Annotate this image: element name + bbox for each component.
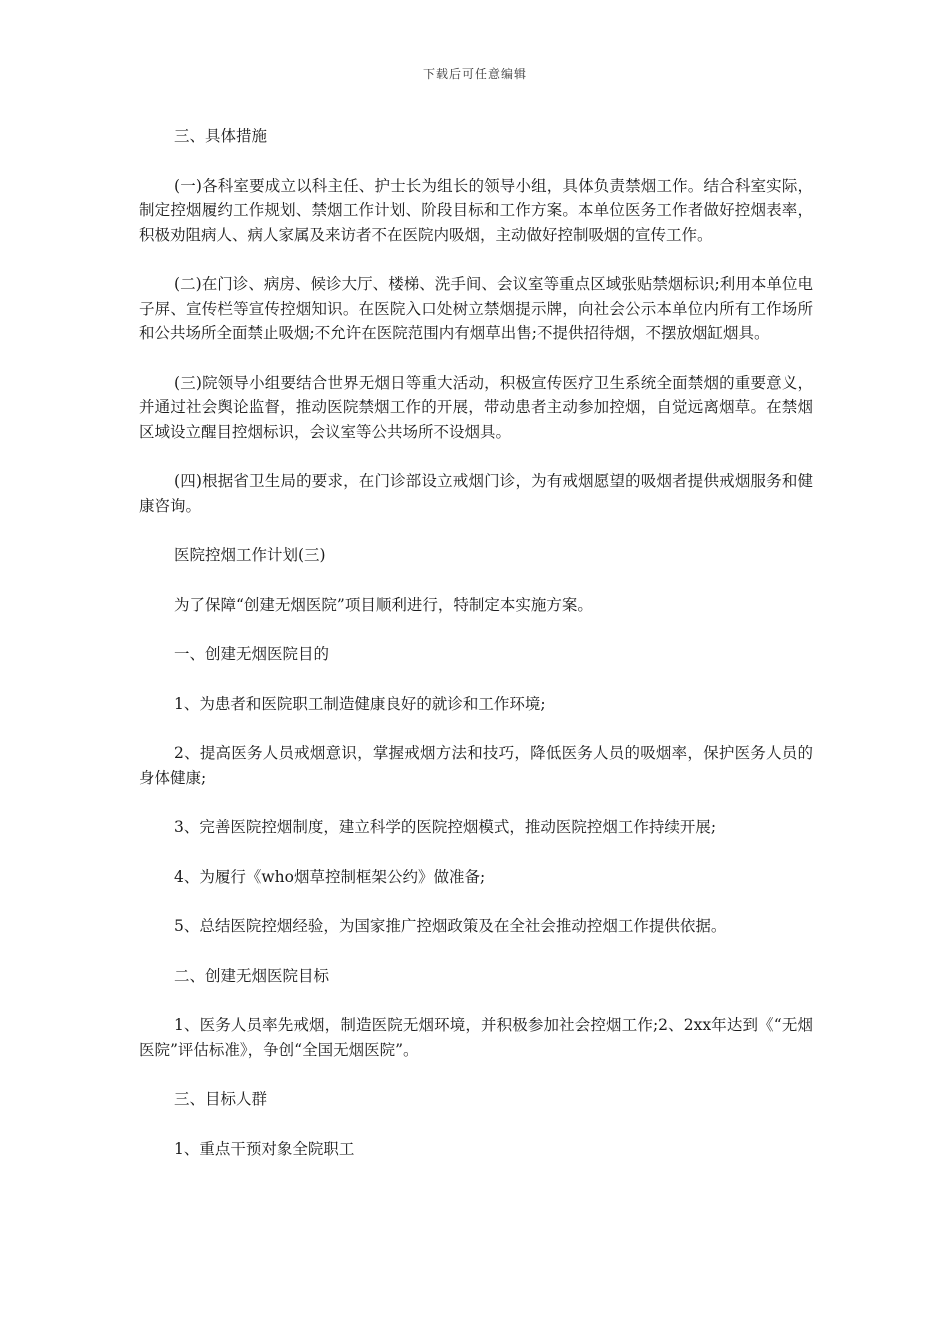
purpose-item-5: 5、总结医院控烟经验，为国家推广控烟政策及在全社会推动控烟工作提供依据。 (174, 917, 727, 935)
purpose-item-1: 1、为患者和医院职工制造健康良好的就诊和工作环境; (174, 694, 546, 713)
target-group-item-1: 1、重点干预对象全院职工 (174, 1139, 355, 1158)
purpose-item-2: 2、提高医务人员戒烟意识，掌握戒烟方法和技巧，降低医务人员的吸烟率，保护医务人员的身体健康; (139, 744, 813, 787)
plan-intro: 为了保障“创建无烟医院”项目顺利进行，特制定本实施方案。 (174, 595, 593, 614)
plan-title: 医院控烟工作计划(三) (174, 546, 326, 564)
page-header: 下载后可任意编辑 (422, 67, 527, 81)
goals-item-1: 1、医务人员率先戒烟，制造医院无烟环境，并积极参加社会控烟工作;2、2xx年达到《“无烟医院”评估标准》，争创“全国无烟医院”。 (139, 1016, 813, 1059)
document-body (139, 124, 813, 1186)
section-heading-measures: 三、具体措施 (174, 127, 268, 145)
purpose-item-4: 4、为履行《who烟草控制框架公约》做准备; (174, 867, 486, 886)
paragraph-measure-2: (二)在门诊、病房、候诊大厅、楼梯、洗手间、会议室等重点区域张贴禁烟标识;利用本单位电子屏、宣传栏等宣传控烟知识。在医院入口处树立禁烟提示牌，向社会公示本单位内所有工作场所和公共场所全面禁止吸烟;不允许在医院范围内有烟草出售;不提供招待烟，不摆放烟缸烟具。 (139, 275, 813, 342)
paragraph-measure-1: (一)各科室要成立以科主任、护士长为组长的领导小组，具体负责禁烟工作。结合科室实际，制定控烟履约工作规划、禁烟工作计划、阶段目标和工作方案。本单位医务工作者做好控烟表率，积极劝阻病人、病人家属及来访者不在医院内吸烟，主动做好控制吸烟的宣传工作。 (139, 176, 813, 244)
section-heading-purpose: 一、创建无烟医院目的 (174, 645, 330, 663)
section-heading-goals: 二、创建无烟医院目标 (174, 966, 330, 985)
purpose-item-3: 3、完善医院控烟制度，建立科学的医院控烟模式，推动医院控烟工作持续开展; (174, 818, 717, 836)
paragraph-measure-4: (四)根据省卫生局的要求，在门诊部设立戒烟门诊，为有戒烟愿望的吸烟者提供戒烟服务和健康咨询。 (139, 472, 813, 515)
section-heading-target-group: 三、目标人群 (174, 1090, 268, 1108)
paragraph-measure-3: (三)院领导小组要结合世界无烟日等重大活动，积极宣传医疗卫生系统全面禁烟的重要意义，并通过社会舆论监督，推动医院禁烟工作的开展，带动患者主动参加控烟，自觉远离烟草。在禁烟区域设立醒目控烟标识，会议室等公共场所不设烟具。 (139, 373, 813, 441)
